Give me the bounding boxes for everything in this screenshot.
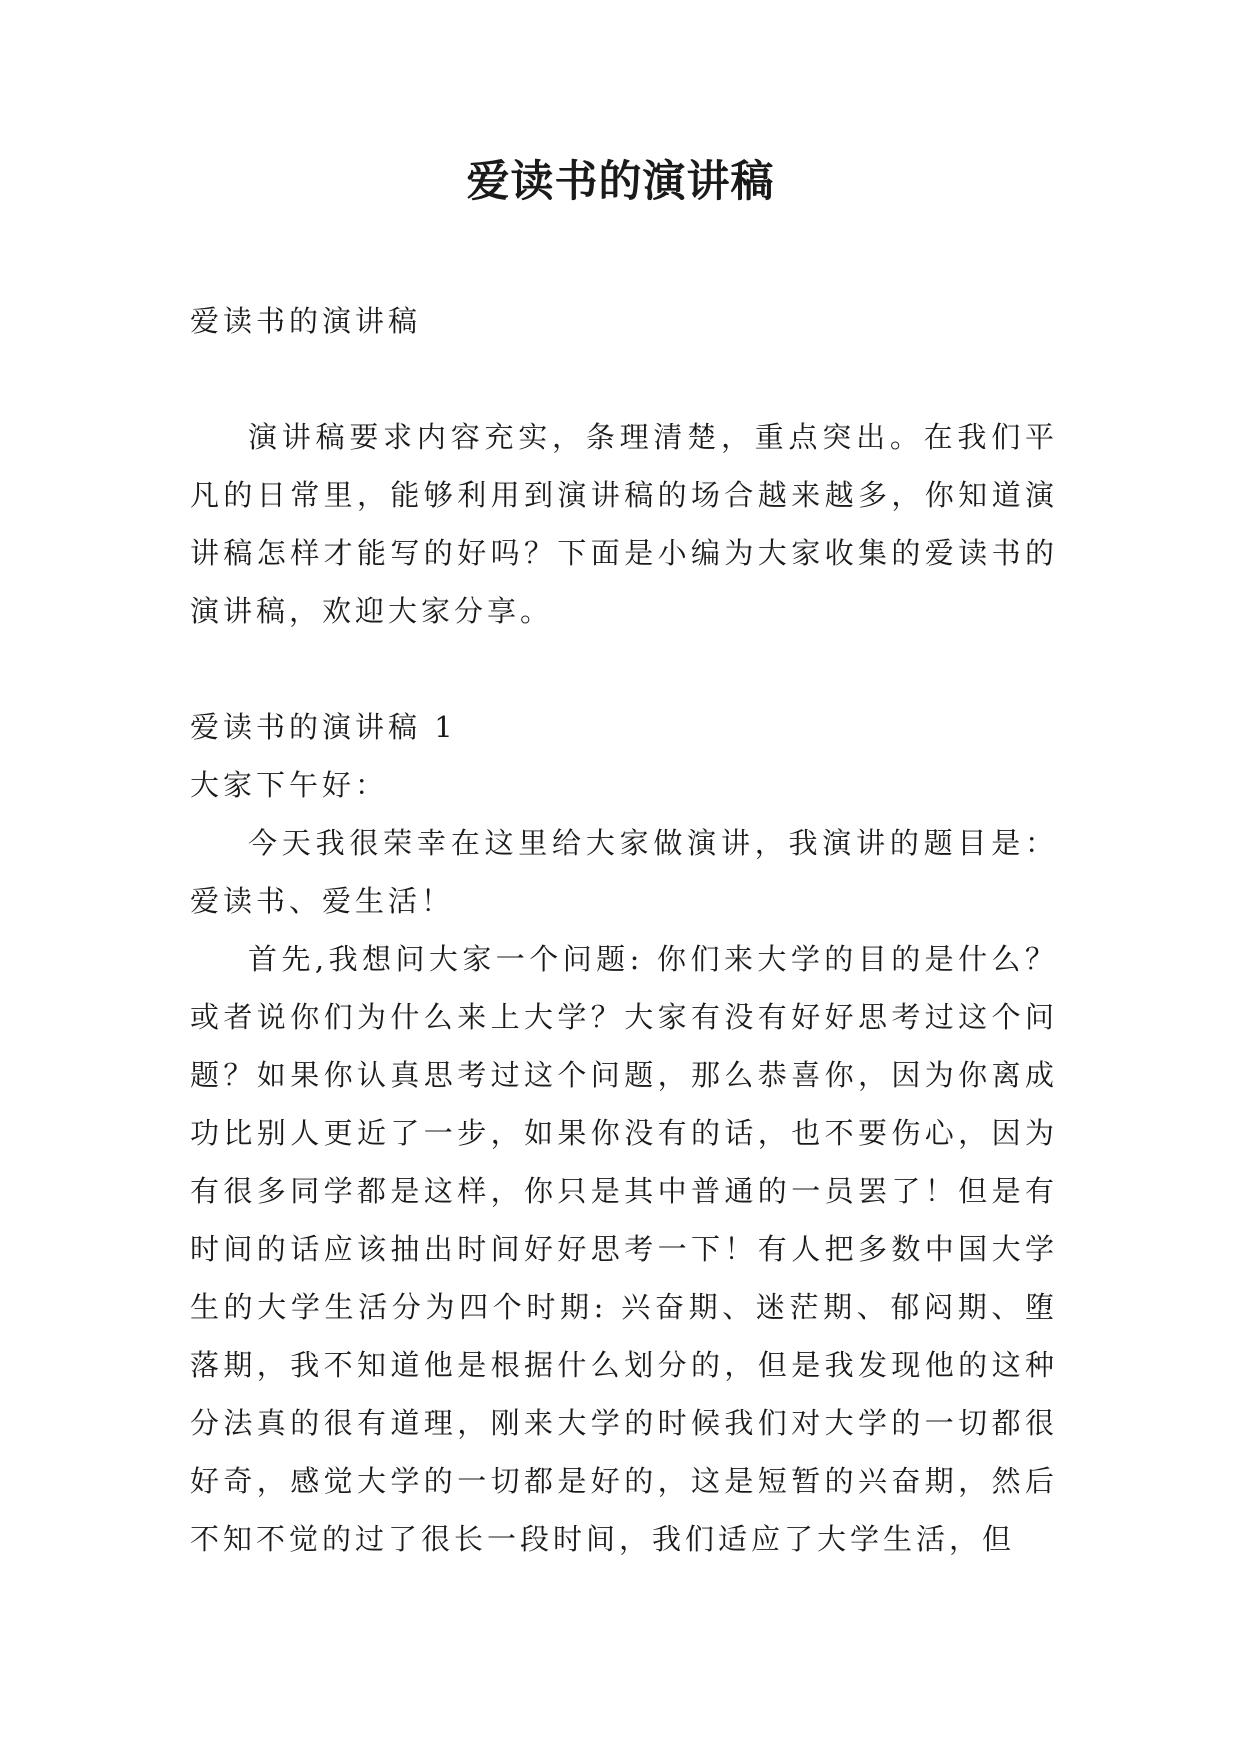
intro-paragraph: 演讲稿要求内容充实，条理清楚，重点突出。在我们平凡的日常里，能够利用到演讲稿的场合越来越多，你知道演讲稿怎样才能写的好吗？下面是小编为大家收集的爱读书的演讲稿，欢迎大家分享。 xyxy=(190,420,1058,628)
greeting-line: 大家下午好： xyxy=(190,768,389,802)
document-body xyxy=(190,292,1058,1568)
section-heading: 爱读书的演讲稿 1 xyxy=(190,710,457,744)
document-subtitle: 爱读书的演讲稿 xyxy=(190,304,422,338)
body-paragraph-2: 首先,我想问大家一个问题: 你们来大学的目的是什么？或者说你们为什么来上大学？大家有没有好好思考过这个问题？如果你认真思考过这个问题，那么恭喜你，因为你离成功比别人更近了一步，如果你没有的话，也不要伤心，因为有很多同学都是这样，你只是其中普通的一员罢了！但是有时间的话应该抽出时间好好思考一下！有人把多数中国大学生的大学生活分为四个时期: 兴奋期、迷茫期、郁闷期、堕落期，我不知道他是根据什么划分的，但是我发现他的这种分法真的很有道理，刚来大学的时候我们对大学的一切都很好奇，感觉大学的一切都是好的，这是短暂的兴奋期，然后不知不觉的过了很长一段时间，我们适应了大学生活，但 xyxy=(190,942,1058,1556)
document-title: 爱读书的演讲稿 xyxy=(466,157,775,207)
body-paragraph-1: 今天我很荣幸在这里给大家做演讲，我演讲的题目是：爱读书、爱生活！ xyxy=(190,826,1058,918)
